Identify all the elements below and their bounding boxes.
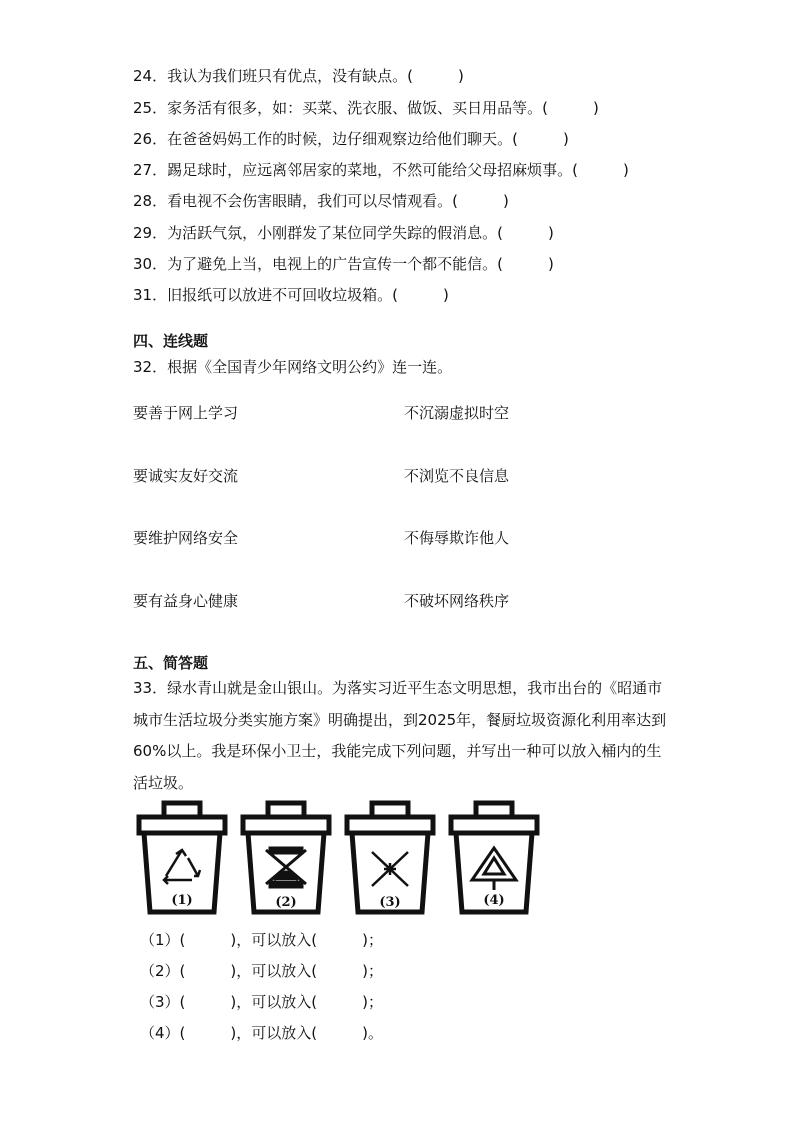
question-27: 27．踢足球时，应远离邻居家的菜地，不然可能给父母招麻烦事。( ) xyxy=(133,161,629,179)
match-left-3[interactable]: 要维护网络安全 xyxy=(133,529,239,547)
question-25: 25．家务活有很多，如：买菜、洗衣服、做饭、买日用品等。( ) xyxy=(133,99,599,117)
question-30: 30．为了避免上当，电视上的广告宣传一个都不能信。( ) xyxy=(133,255,554,273)
trash-bins-figure xyxy=(136,800,540,920)
question-31: 31．旧报纸可以放进不可回收垃圾箱。( ) xyxy=(133,286,449,304)
question-29: 29．为活跃气氛，小刚群发了某位同学失踪的假消息。( ) xyxy=(133,224,554,242)
trash-bin-2 xyxy=(240,800,332,916)
bin-label-4: (4) xyxy=(483,893,505,908)
answer-4[interactable]: （4）( )，可以放入( )。 xyxy=(140,1024,383,1042)
recycle-icon xyxy=(164,850,200,884)
question-26: 26．在爸爸妈妈工作的时候，边仔细观察边给他们聊天。( ) xyxy=(133,130,569,148)
kitchen-waste-icon xyxy=(472,848,516,890)
trash-bin-4 xyxy=(448,800,540,916)
match-right-3[interactable]: 不侮辱欺诈他人 xyxy=(404,529,510,547)
other-waste-icon xyxy=(372,852,408,886)
answer-1[interactable]: （1）( )，可以放入( )； xyxy=(140,931,383,949)
question-24: 24．我认为我们班只有优点，没有缺点。( ) xyxy=(133,67,464,85)
match-right-4[interactable]: 不破坏网络秩序 xyxy=(404,592,510,610)
trash-bin-3 xyxy=(344,800,436,916)
bin-label-3: (3) xyxy=(379,895,401,910)
question-33: 33．绿水青山就是金山银山。为落实习近平生态文明思想，我市出台的《昭通市城市生活垃圾分类实施方案》明确提出，到2025年，餐厨垃圾资源化利用率达到60%以上。我是环保小卫士，我能完成下列问题，并写出一种可以放入桶内的生活垃圾。 xyxy=(133,679,667,792)
bin-label-1: (1) xyxy=(171,893,193,908)
section-4-heading: 四、连线题 xyxy=(133,332,209,350)
answer-3[interactable]: （3）( )，可以放入( )； xyxy=(140,993,383,1011)
question-28: 28．看电视不会伤害眼睛，我们可以尽情观看。( ) xyxy=(133,192,509,210)
match-left-2[interactable]: 要诚实友好交流 xyxy=(133,467,239,485)
trash-bin-1 xyxy=(136,800,228,916)
hazardous-icon xyxy=(266,848,306,887)
match-right-1[interactable]: 不沉溺虚拟时空 xyxy=(404,404,510,422)
match-right-2[interactable]: 不浏览不良信息 xyxy=(404,467,510,485)
section-5-heading: 五、简答题 xyxy=(133,654,209,672)
answer-2[interactable]: （2）( )，可以放入( )； xyxy=(140,962,383,980)
match-left-1[interactable]: 要善于网上学习 xyxy=(133,404,239,422)
bin-label-2: (2) xyxy=(275,895,297,910)
match-left-4[interactable]: 要有益身心健康 xyxy=(133,592,239,610)
question-32: 32．根据《全国青少年网络文明公约》连一连。 xyxy=(133,358,453,376)
